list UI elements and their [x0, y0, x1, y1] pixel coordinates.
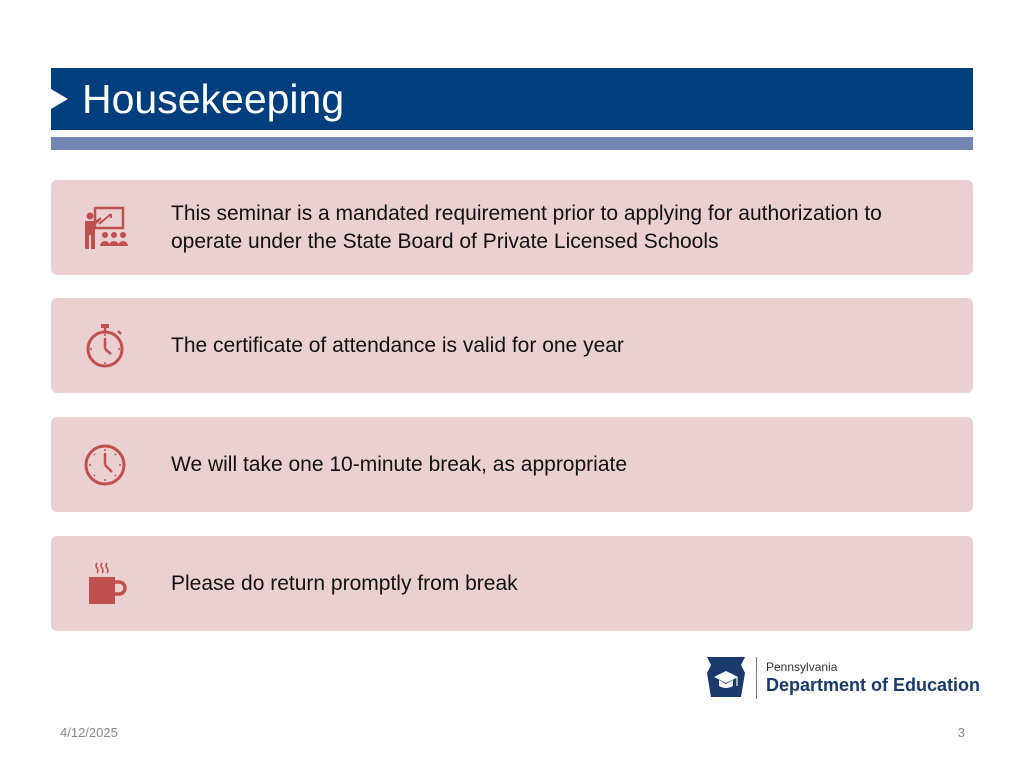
info-card-return: [51, 536, 973, 631]
info-card-text: We will take one 10-minute break, as appropriate: [171, 452, 628, 476]
teacher-presentation-icon: [81, 204, 129, 252]
title-arrow-icon: [51, 89, 68, 109]
clock-icon: [81, 441, 129, 489]
footer-date: 4/12/2025: [60, 725, 118, 740]
page-number: 3: [957, 725, 965, 740]
keystone-shield-icon: [705, 655, 747, 699]
logo-department-name: Department of Education: [766, 675, 981, 695]
info-card-seminar: [51, 180, 973, 275]
info-card-text: The certificate of attendance is valid for one year: [171, 333, 624, 357]
slide-title: Housekeeping: [82, 76, 345, 122]
stopwatch-icon: [81, 322, 129, 370]
info-card-text: Please do return promptly from break: [171, 571, 518, 595]
info-card-break: [51, 417, 973, 512]
coffee-mug-icon: [81, 560, 129, 608]
title-bar: [51, 68, 973, 130]
logo-state-name: Pennsylvania: [766, 660, 838, 674]
pa-department-of-education-logo: [705, 655, 980, 701]
accent-bar: [51, 137, 973, 150]
logo-divider: [756, 657, 757, 699]
info-card-certificate: [51, 298, 973, 393]
info-card-text: This seminar is a mandated requirement prior to applying for authorization to operate under the State Board of Private Licensed Schools: [171, 201, 882, 253]
